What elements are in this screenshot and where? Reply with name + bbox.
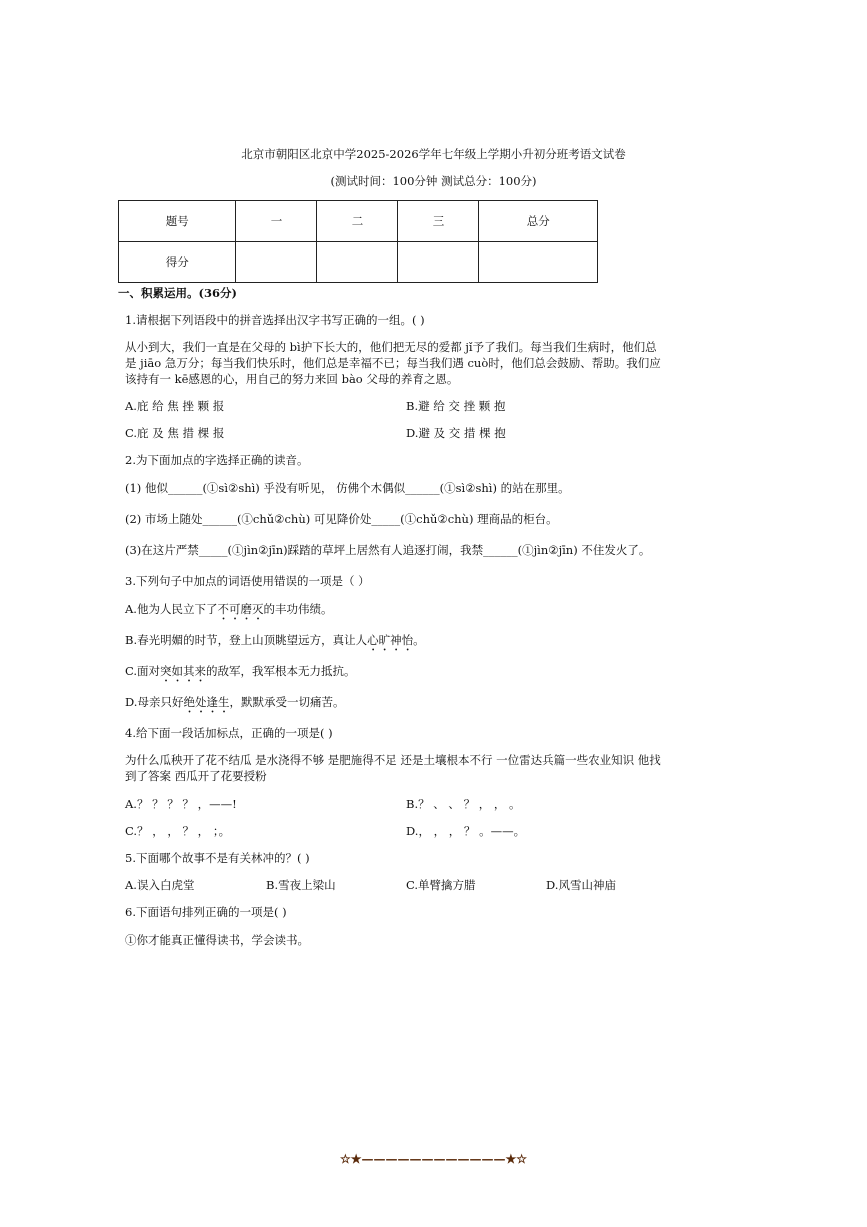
question-1-option-c[interactable]: C.庇 及 焦 措 棵 报 bbox=[125, 426, 225, 440]
question-5-option-b[interactable]: B.雪夜上梁山 bbox=[266, 878, 336, 892]
dotted-phrase: 心旷神怡 bbox=[367, 633, 414, 647]
question-1-passage-line: 是 jiāo 急万分；每当我们快乐时，他们总是幸福不已；每当我们遇 cuò时，他们总会鼓励、帮助。我们应 bbox=[125, 356, 661, 370]
score-input-cell[interactable] bbox=[317, 242, 398, 283]
question-1-passage-line: 从小到大，我们一直是在父母的 bì护下长大的，他们把无尽的爱都 jǐ予了我们。每当我们生病时，他们总 bbox=[125, 340, 657, 354]
question-1-option-d[interactable]: D.避 及 交 措 棵 抱 bbox=[406, 426, 506, 440]
question-4-option-c[interactable]: C.？ ， ， ？ ， ；。 bbox=[125, 824, 231, 838]
question-5-option-c[interactable]: C.单臂擒方腊 bbox=[406, 878, 476, 892]
dotted-phrase: 绝处逢生 bbox=[183, 695, 230, 709]
question-4-passage-line: 到了答案 西瓜开了花要授粉 bbox=[125, 769, 267, 783]
question-5-stem: 5.下面哪个故事不是有关林冲的？( ) bbox=[125, 851, 310, 865]
exam-title: 北京市朝阳区北京中学2025-2026学年七年级上学期小升初分班考语文试卷 bbox=[241, 147, 626, 161]
question-4-option-b[interactable]: B.？ 、 、 ？ ， ， 。 bbox=[406, 797, 521, 811]
question-3-option-c[interactable] bbox=[125, 663, 356, 685]
question-6-stem: 6.下面语句排列正确的一项是( ) bbox=[125, 905, 287, 919]
question-3-stem: 3.下列句子中加点的词语使用错误的一项是（ ） bbox=[125, 574, 370, 588]
question-1-option-a[interactable]: A.庇 给 焦 挫 颗 报 bbox=[125, 399, 225, 413]
question-4-passage-line: 为什么瓜秧开了花不结瓜 是水浇得不够 是肥施得不足 还是土壤根本不行 一位雷达兵篇一些农业知识 他找 bbox=[125, 753, 661, 767]
question-2-item: (2) 市场上随处______(①chǔ②chù) 可见降价处_____(①chǔ②chù) 理商品的柜台。 bbox=[125, 512, 558, 526]
score-input-cell[interactable] bbox=[479, 242, 598, 283]
question-5-option-a[interactable]: A.误入白虎堂 bbox=[125, 878, 195, 892]
score-table bbox=[118, 200, 598, 283]
question-4-option-a[interactable]: A.？ ？ ？ ？ ，——! bbox=[125, 797, 237, 811]
option-text: C.面对 bbox=[125, 664, 161, 678]
score-input-cell[interactable] bbox=[398, 242, 479, 283]
question-4-stem: 4.给下面一段话加标点，正确的一项是( ) bbox=[125, 726, 333, 740]
score-table-score-row bbox=[119, 242, 598, 283]
question-2-item: (3)在这片严禁_____(①jìn②jīn)踩踏的草坪上居然有人追逐打闹，我禁______(①jìn②jīn) 不住发火了。 bbox=[125, 543, 651, 557]
option-text: 。 bbox=[413, 633, 425, 647]
question-3-option-b[interactable] bbox=[125, 632, 425, 654]
score-table-header-row bbox=[119, 201, 598, 242]
score-header-cell: 一 bbox=[236, 201, 317, 242]
option-text: B.春光明媚的时节，登上山顶眺望远方，真让人 bbox=[125, 633, 368, 647]
option-text: A.他为人民立下了 bbox=[125, 602, 218, 616]
option-text: D.母亲只好 bbox=[125, 695, 184, 709]
question-1-passage-line: 该持有一 kē感恩的心，用自己的努力来回 bào 父母的养育之恩。 bbox=[125, 372, 459, 386]
question-5-option-d[interactable]: D.风雪山神庙 bbox=[546, 878, 616, 892]
score-header-cell: 二 bbox=[317, 201, 398, 242]
score-row-label: 得分 bbox=[119, 242, 236, 283]
footer-decoration: ☆★————————————★☆ bbox=[339, 1152, 528, 1166]
question-4-option-d[interactable]: D.， ， ， ？ 。——。 bbox=[406, 824, 526, 838]
exam-subtitle: (测试时间：100分钟 测试总分：100分) bbox=[330, 174, 537, 188]
dotted-phrase: 不可磨灭 bbox=[217, 602, 264, 616]
section-heading: 一、积累运用。(36分) bbox=[118, 286, 237, 300]
option-text: 的敌军，我军根本无力抵抗。 bbox=[206, 664, 356, 678]
question-1-stem: 1.请根据下列语段中的拼音选择出汉字书写正确的一组。( ) bbox=[125, 313, 425, 327]
question-3-option-d[interactable] bbox=[125, 694, 344, 716]
question-2-stem: 2.为下面加点的字选择正确的读音。 bbox=[125, 453, 309, 467]
score-input-cell[interactable] bbox=[236, 242, 317, 283]
question-2-item: (1) 他似______(①sì②shì) 乎没有听见， 仿佛个木偶似______(①sì②shì) 的站在那里。 bbox=[125, 481, 570, 495]
question-1-option-b[interactable]: B.避 给 交 挫 颗 抱 bbox=[406, 399, 506, 413]
score-header-cell: 三 bbox=[398, 201, 479, 242]
score-header-cell: 题号 bbox=[119, 201, 236, 242]
question-6-item: ①你才能真正懂得读书，学会读书。 bbox=[125, 933, 309, 947]
option-text: 的丰功伟绩。 bbox=[263, 602, 333, 616]
score-header-cell: 总分 bbox=[479, 201, 598, 242]
option-text: ，默默承受一切痛苦。 bbox=[229, 695, 345, 709]
dotted-phrase: 突如其来 bbox=[160, 664, 207, 678]
question-3-option-a[interactable] bbox=[125, 601, 332, 623]
